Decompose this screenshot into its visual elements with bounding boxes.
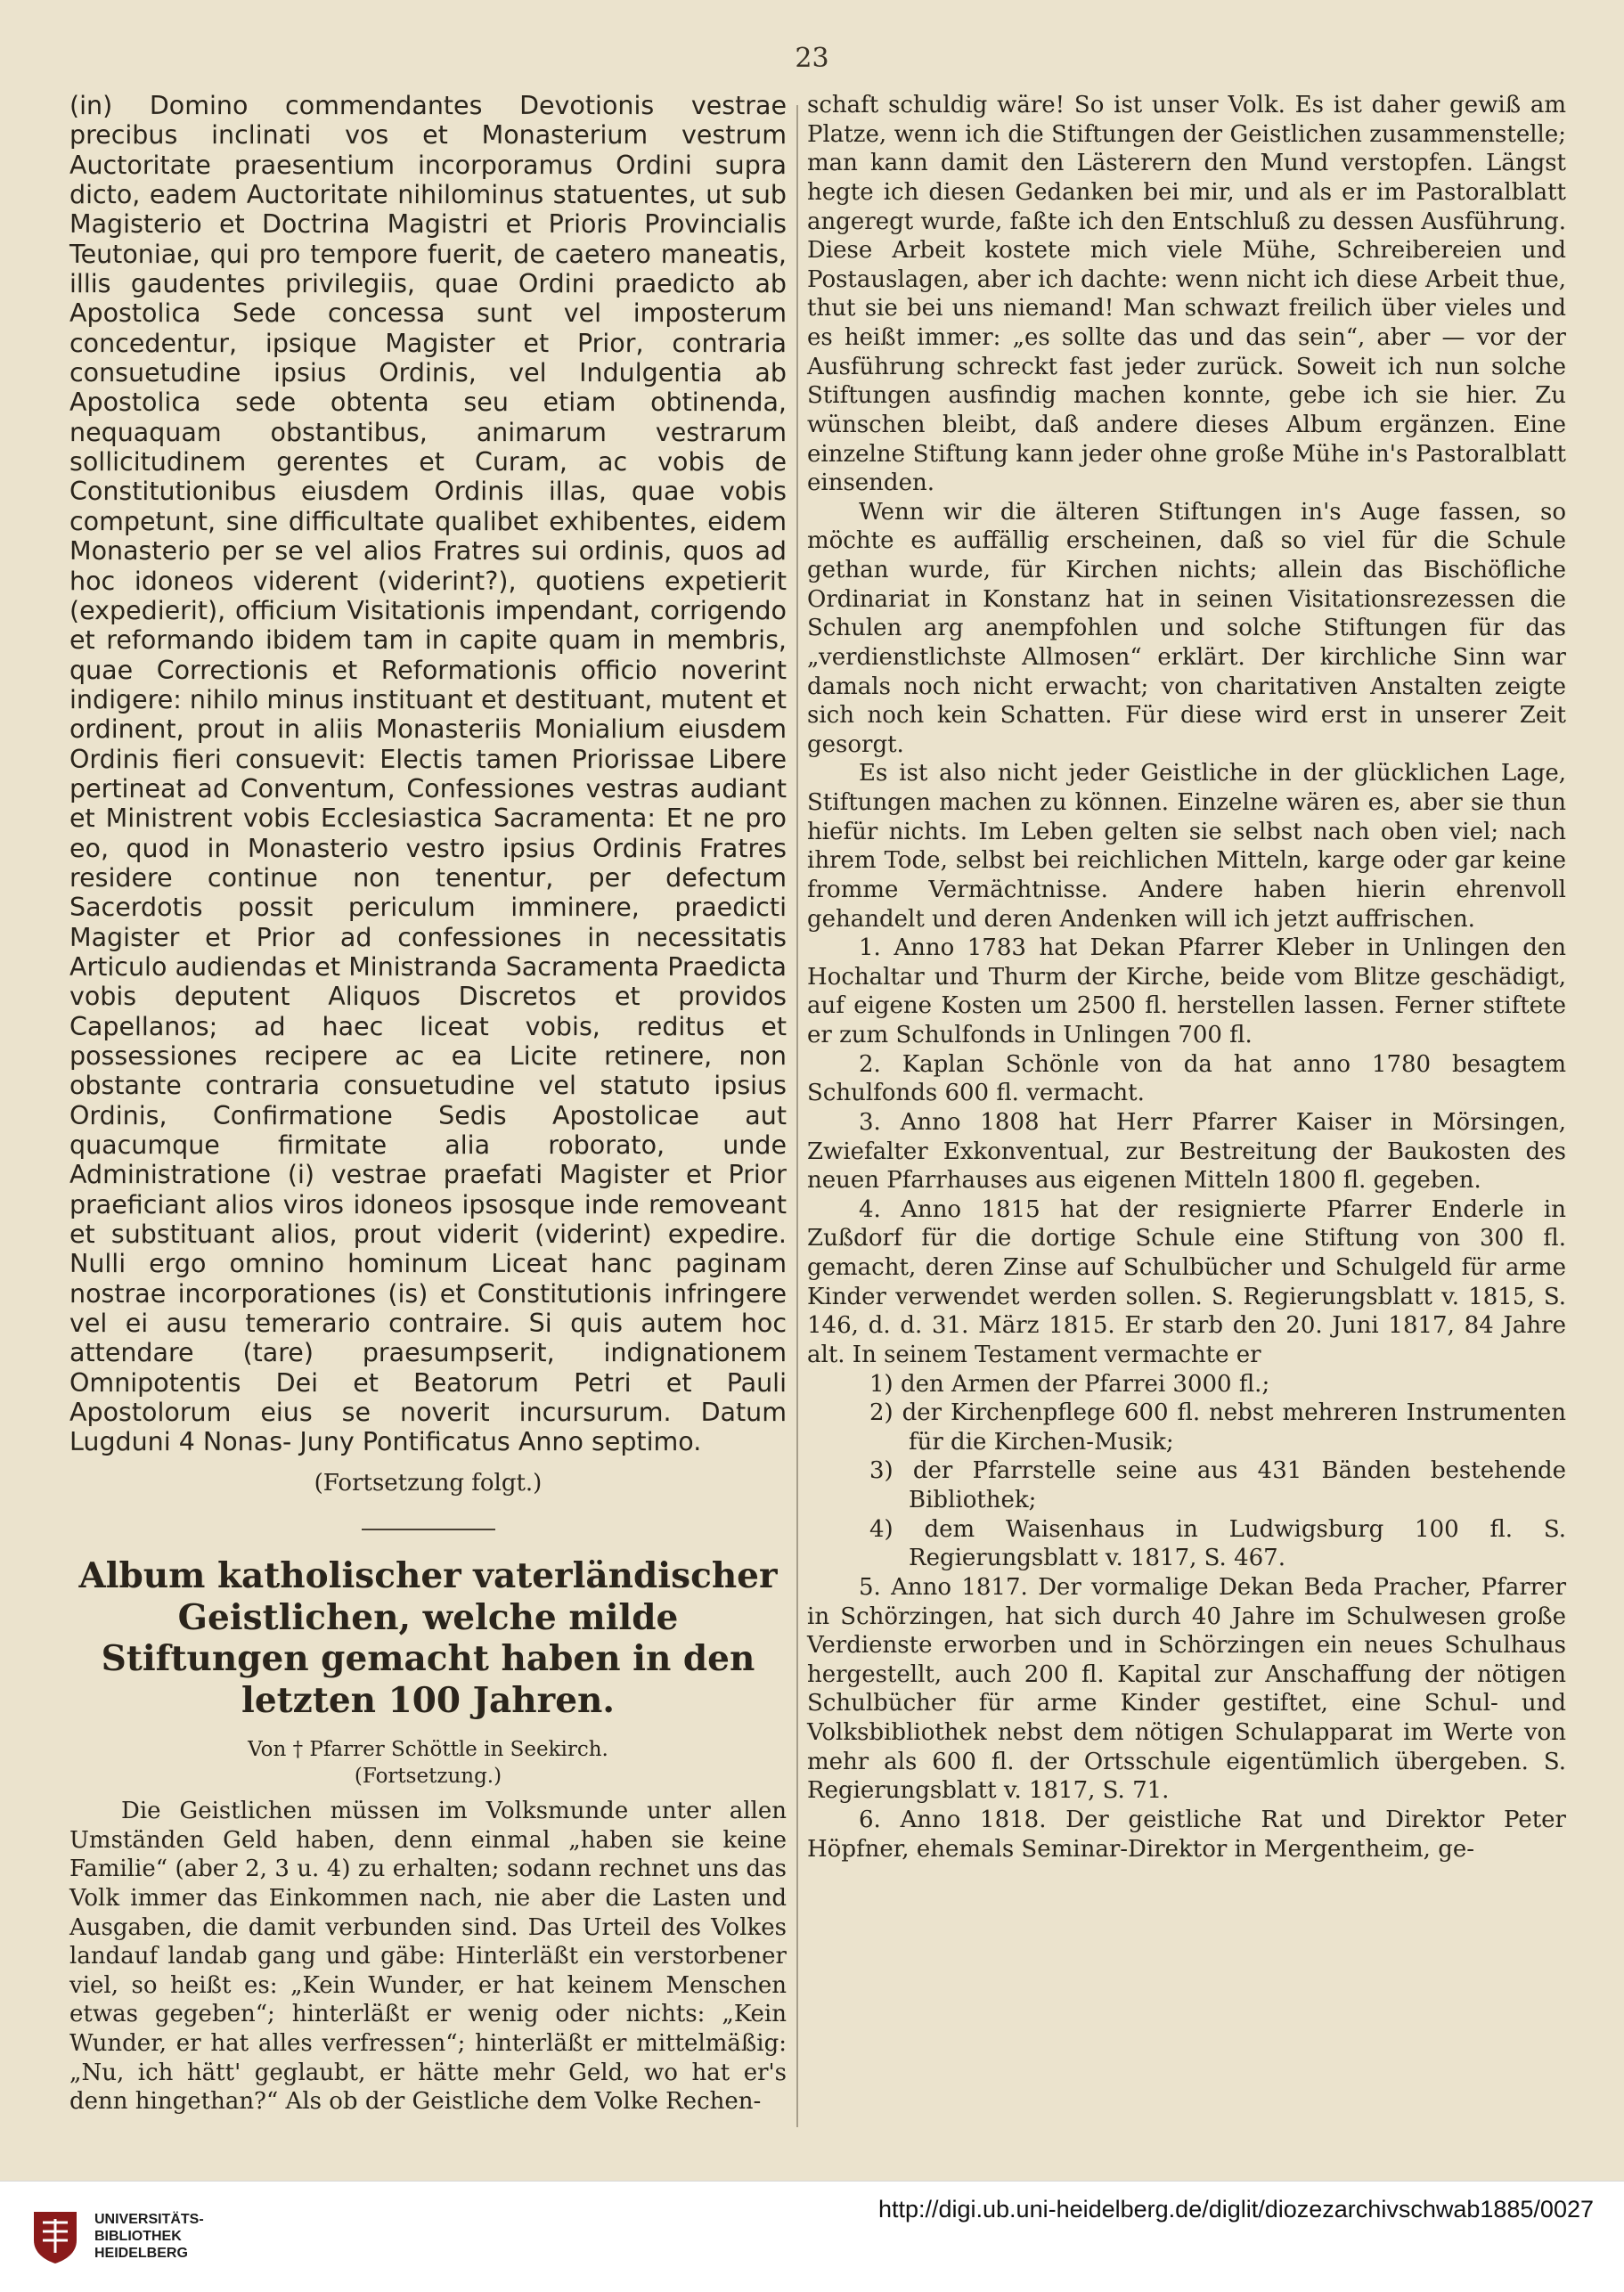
- bequest-item: 4) dem Waisenhaus in Ludwigsburg 100 fl. S. Regierungsblatt v. 1817, S. 467.: [869, 1515, 1566, 1572]
- article-text-left: [69, 1797, 787, 2117]
- left-column: [69, 91, 787, 2117]
- body-paragraph: Die Geistlichen müssen im Volksmunde unter allen Umständen Geld haben, denn einmal „haben sie keine Familie“ (aber 2, 3 u. 4) zu erhalten; sodann rechnet uns das Volk immer das Einkommen nach, nie aber die Lasten und Ausgaben, die damit verbunden sind. Das Urteil des Volkes landauf landab gang und gäbe: Hinterläßt ein verstorbener viel, so heißt es: „Kein Wunder, er hat keinem Menschen etwas gegeben“; hinterläßt er wenig oder nichts: „Kein Wunder, er hat alles verfressen“; hinterläßt er mittelmäßig: „Nu, ich hätt' geglaubt, er hätte mehr Geld, wo hat er's denn hingethan?“ Als ob der Geistliche dem Volke Rechen-: [69, 1798, 787, 2116]
- column-rule: [796, 105, 798, 2127]
- institution-name: UNIVERSITÄTS- BIBLIOTHEK HEIDELBERG: [94, 2212, 204, 2261]
- foundation-entry: 1. Anno 1783 hat Dekan Pfarrer Kleber in Unlingen den Hochaltar und Thurm der Kirche, beide vom Blitze geschädigt, auf eigene Kosten um 2500 fl. herstellen lassen. Ferner stiftete er zum Schulfonds in Unlingen 700 fl.: [807, 934, 1566, 1048]
- right-column: [807, 91, 1566, 1864]
- source-url-link[interactable]: http://digi.ub.uni-heidelberg.de/diglit/diozezarchivschwab1885/0027: [877, 2196, 1594, 2223]
- university-seal-icon: [30, 2208, 80, 2265]
- article-byline: Von † Pfarrer Schöttle in Seekirch.: [248, 1738, 608, 1761]
- foundation-entry: 3. Anno 1808 hat Herr Pfarrer Kaiser in Mörsingen, Zwiefalter Exkonventual, zur Bestreitung der Baukosten des neuen Pfarrhauses aus eigenen Mitteln 1800 fl. gegeben.: [807, 1108, 1566, 1195]
- page-number: 23: [795, 43, 829, 74]
- bequest-item: 2) der Kirchenpflege 600 fl. nebst mehreren Instrumenten für die Kirchen-Musik;: [869, 1399, 1566, 1456]
- body-paragraph: Es ist also nicht jeder Geistliche in der glücklichen Lage, Stiftungen machen zu können. Einzelne wären es, aber sie thun hiefür nichts. Im Leben gelten sie selbst nach oben viel; nach ihrem Tode, selbst bei reichlichen Mitteln, karge oder gar keine fromme Vermächtnisse. Andere haben hierin ehrenvoll gehandelt und deren Andenken will ich jetzt auffrischen.: [807, 760, 1566, 933]
- continues-note: (Fortsetzung folgt.): [314, 1469, 543, 1497]
- foundation-entry: 5. Anno 1817. Der vormalige Dekan Beda Pracher, Pfarrer in Schörzingen, hat sich durch 40 Jahre im Schulwesen große Verdienste erworben und in Schörzingen ein neues Schulhaus hergestellt, auch 200 fl. Kapital zur Anschaffung der nötigen Schulbücher für arme Kinder gestiftet, eine Schul- und Volksbibliothek nebst dem nötigen Schulapparat im Werte von mehr als 600 fl. der Ortsschule eigentümlich übergeben. S. Regierungsblatt v. 1817, S. 71.: [807, 1573, 1566, 1805]
- article-text-right: [807, 91, 1566, 1864]
- body-paragraph: schaft schuldig wäre! So ist unser Volk. Es ist daher gewiß am Platze, wenn ich die Stiftungen der Geistlichen zusammenstelle; man kann damit den Lästerern den Mund verstopfen. Längst hegte ich diesen Gedanken bei mir, und als er im Pastoralblatt angeregt wurde, faßte ich den Entschluß zu dessen Ausführung. Diese Arbeit kostete mich viele Mühe, Schreibereien und Postauslagen, aber ich dachte: wenn nicht ich diese Arbeit thue, thut sie bei uns niemand! Man schwazt freilich über vieles und es heißt immer: „es sollte das und das sein“, aber — vor der Ausführung schreckt fast jeder zurück. Soweit ich nun solche Stiftungen ausfindig machen konnte, gebe ich sie hier. Zu wünschen bleibt, daß andere dieses Album ergänzen. Eine einzelne Stiftung kann jeder ohne große Mühe in's Pastoralblatt einsenden.: [807, 92, 1566, 497]
- latin-text-block: [69, 91, 787, 1457]
- foundation-entry: 2. Kaplan Schönle von da hat anno 1780 besagtem Schulfonds 600 fl. vermacht.: [807, 1050, 1566, 1107]
- body-paragraph: Wenn wir die älteren Stiftungen in's Auge fassen, so möchte es auffällig erscheinen, daß so viel für die Schule gethan wurde, für Kirchen nichts; allein das Bischöfliche Ordinariat in Konstanz hat in seinen Visitationsrezessen die Schulen arg anempfohlen und solche Stiftungen für das „verdienstlichste Allmosen“ erklärt. Der kirchliche Sinn war damals noch nicht erwacht; von charitativen Anstalten zeigte sich noch kein Schatten. Für diese wird erst in unserer Zeit gesorgt.: [807, 498, 1566, 758]
- bequest-list: [869, 1370, 1566, 1573]
- bequest-item: 1) den Armen der Pfarrei 3000 fl.;: [869, 1370, 1270, 1398]
- continuation-note: (Fortsetzung.): [354, 1765, 502, 1788]
- bequest-item: 3) der Pfarrstelle seine aus 431 Bänden bestehende Bibliothek;: [869, 1457, 1566, 1513]
- section-divider: [362, 1529, 495, 1530]
- foundation-entry: 4. Anno 1815 hat der resignierte Pfarrer Enderle in Zußdorf für die dortige Schule eine Stiftung von 300 fl. gemacht, deren Zinse auf Schulbücher und Schulgeld für arme Kinder verwendet werden sollen. S. Regierungsblatt v. 1815, S. 146, d. d. 31. März 1815. Er starb den 20. Juni 1817, 84 Jahre alt. In seinem Testament vermachte er: [807, 1195, 1566, 1368]
- latin-paragraph: (in) Domino commendantes Devotionis vestrae precibus inclinati vos et Monasterium vestrum Auctoritate praesentium incorporamus Ordini supra dicto, eadem Auctoritate nihilominus statuentes, ut sub Magisterio et Doctrina Magistri et Prioris Provincialis Teutoniae, qui pro tempore fuerit, de caetero maneatis, illis gaudentes privilegiis, quae Ordini praedicto ab Apostolica Sede concessa sunt vel imposterum concedentur, ipsique Magister et Prior, contraria consuetudine ipsius Ordinis, vel Indulgentia ab Apostolica sede obtenta seu etiam obtinenda, nequaquam obstantibus, animarum vestrarum sollicitudinem gerentes et Curam, ac vobis de Constitutionibus eiusdem Ordinis illas, quae vobis competunt, sine difficultate qualibet exhibentes, eidem Monasterio per se vel alios Fratres sui ordinis, quos ad hoc idoneos viderent (viderint?), quotiens expetierit (expedierit), officium Visitationis impendant, corrigendo et reformando ibidem tam in capite quam in membris, quae Correctionis et Reformationis officio noverint indigere: nihilo minus instituant et destituant, mutent et ordinent, prout in aliis Monasteriis Monialium eiusdem Ordinis fieri consuevit: Electis tamen Priorissae Libere pertineat ad Conventum, Confessiones vestras audiant et Ministrent vobis Ecclesiastica Sacramenta: Et ne pro eo, quod in Monasterio vestro ipsius Ordinis Fratres residere continue non tenentur, per defectum Sacerdotis possit periculum imminere, praedicti Magister et Prior ad confessiones in necessitatis Articulo audiendas et Ministranda Sacramenta Praedicta vobis deputent Aliquos Discretos et providos Capellanos; ad haec liceat vobis, reditus et possessiones recipere ac ea Licite retinere, non obstante contraria consuetudine vel statuto ipsius Ordinis, Confirmatione Sedis Apostolicae aut quacumque firmitate alia roborato, unde Administratione (i) vestrae praefati Magister et Prior praeficiant alios viros idoneos ipsosque inde removeant et substituant alios, prout viderit (viderint) expedire. Nulli ergo omnino hominum Liceat hanc paginam nostrae incorporationes (is) et Constitutionis infringere vel ei ausu temerario contraire. Si quis autem hoc attendare (tare) praesumpserit, indignationem Omnipotentis Dei et Beatorum Petri et Pauli Apostolorum eius se noverit incursurum. Datum Lugduni 4 Nonas- Juny Pontificatus Anno septimo.: [69, 91, 787, 1457]
- library-footer: [0, 2181, 1624, 2292]
- foundation-entry: 6. Anno 1818. Der geistliche Rat und Direktor Peter Höpfner, ehemals Seminar-Direktor in Mergentheim, ge-: [807, 1806, 1566, 1863]
- article-title: Album katholischer vaterländischer Geistlichen, welche milde Stiftungen gemacht haben in den letzten 100 Jahren.: [78, 1554, 778, 1722]
